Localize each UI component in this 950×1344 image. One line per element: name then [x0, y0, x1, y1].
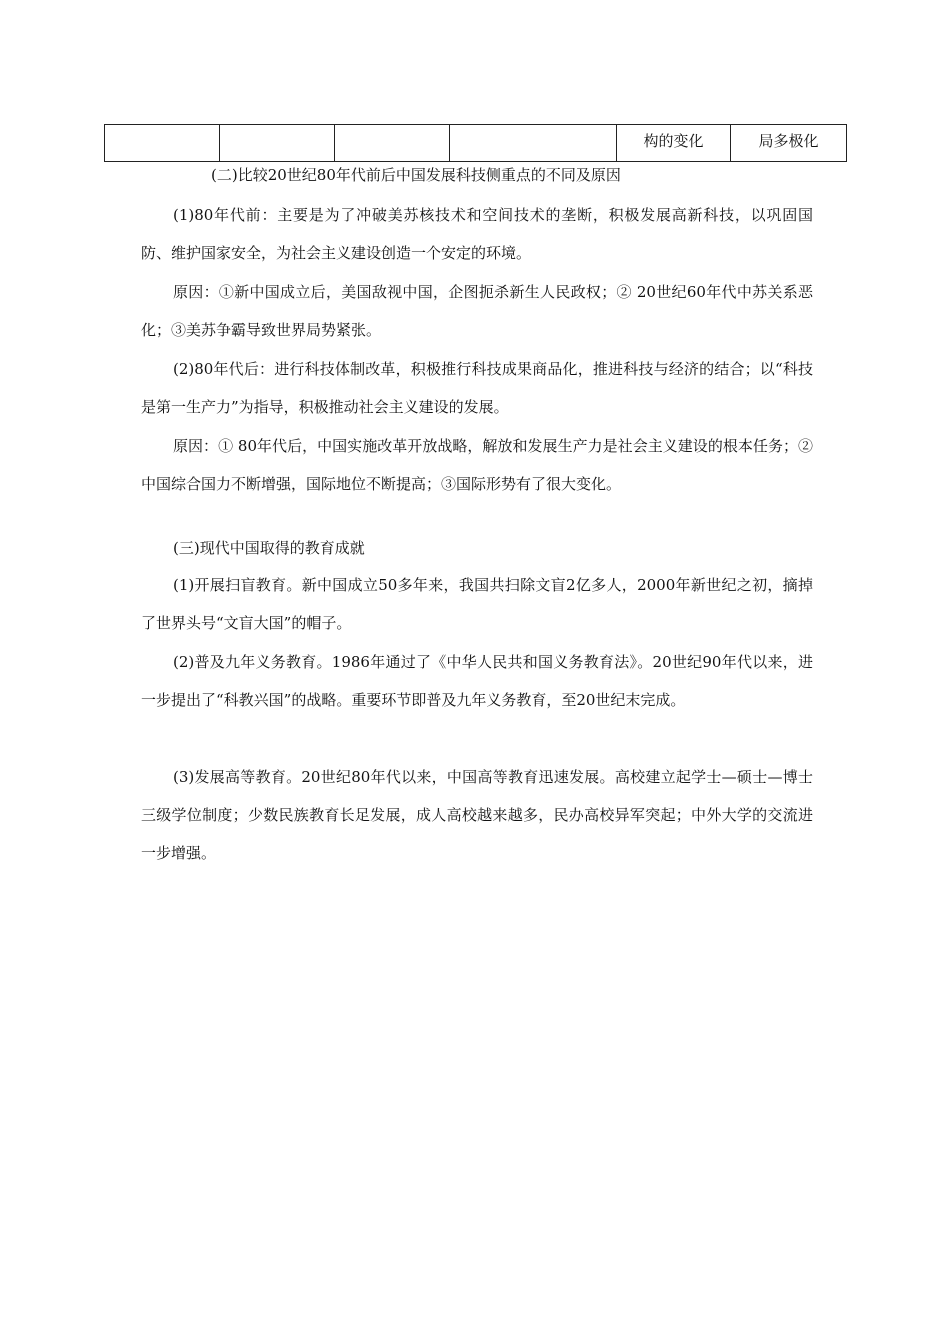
continued-table: [104, 124, 847, 162]
table-cell: [335, 125, 450, 162]
table-cell: [220, 125, 335, 162]
paragraph: 原因：① 80年代后，中国实施改革开放战略，解放和发展生产力是社会主义建设的根本任务；②中国综合国力不断增强，国际地位不断提高；③国际形势有了很大变化。: [141, 437, 813, 493]
table-cell: 局多极化: [731, 125, 847, 162]
table-row: [105, 125, 847, 162]
table-cell: [105, 125, 220, 162]
paragraph: (3)发展高等教育。20世纪80年代以来，中国高等教育迅速发展。高校建立起学士—硕士—博士三级学位制度；少数民族教育长足发展，成人高校越来越多，民办高校异军突起；中外大学的交流进一步增强。: [141, 768, 813, 862]
section-heading: (二)比较20世纪80年代前后中国发展科技侧重点的不同及原因: [211, 166, 621, 184]
paragraph: (2)80年代后：进行科技体制改革，积极推行科技成果商品化，推进科技与经济的结合；以“科技是第一生产力”为指导，积极推动社会主义建设的发展。: [141, 360, 813, 416]
paragraph: (1)开展扫盲教育。新中国成立50多年来，我国共扫除文盲2亿多人，2000年新世纪之初，摘掉了世界头号“文盲大国”的帽子。: [141, 576, 813, 632]
paragraph: (2)普及九年义务教育。1986年通过了《中华人民共和国义务教育法》。20世纪90年代以来，进一步提出了“科教兴国”的战略。重要环节即普及九年义务教育，至20世纪末完成。: [141, 653, 813, 709]
table-cell: 构的变化: [617, 125, 731, 162]
section-heading: (三)现代中国取得的教育成就: [173, 539, 365, 557]
paragraph: 原因：①新中国成立后，美国敌视中国，企图扼杀新生人民政权；② 20世纪60年代中苏关系恶化；③美苏争霸导致世界局势紧张。: [141, 283, 813, 339]
table-cell: [450, 125, 617, 162]
paragraph: (1)80年代前：主要是为了冲破美苏核技术和空间技术的垄断，积极发展高新科技，以巩固国防、维护国家安全，为社会主义建设创造一个安定的环境。: [141, 206, 813, 262]
